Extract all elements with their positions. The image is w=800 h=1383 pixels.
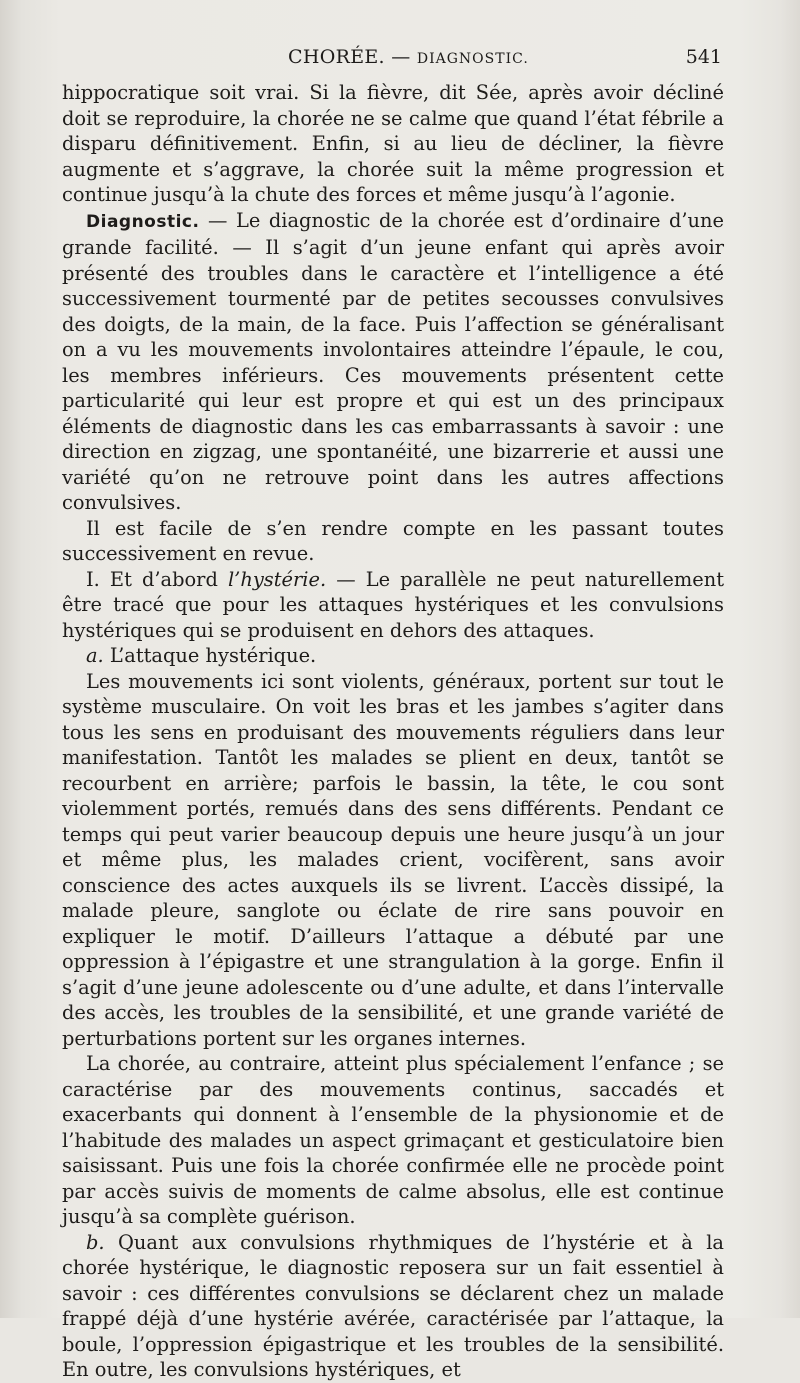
running-head-title: CHORÉE. — [288, 46, 385, 68]
paragraph-lead: I. Et d’abord — [86, 567, 228, 591]
paragraph-text: L’attaque hystérique. — [103, 644, 317, 667]
paragraph-review — [62, 516, 724, 567]
running-head-separator: — — [391, 46, 411, 68]
paragraph-chorea — [62, 1051, 724, 1230]
paragraph-subheading-a — [62, 643, 724, 669]
paragraph-attack — [62, 669, 724, 1052]
paragraph-text: Les mouvements ici sont violents, généraux, portent sur tout le système musculaire. On voit les bras et les jambes s’agiter dans tous les sens en produisant des mouvements réguliers dans leur manifestation. Tantôt les malades se plient en deux, tantôt se recourbent en arrière; parfois le bassin, la tête, le cou sont violemment portés, remués dans des sens différents. Pendant ce temps qui peut varier beaucoup depuis une heure jusqu’à un jour et même plus, les malades crient, vocifèrent, sans avoir conscience des actes auxquels ils se livrent. L’accès dissipé, la malade pleure, sanglote ou éclate de rire sans pouvoir en expliquer le motif. D’ailleurs l’attaque a débuté par une oppression à l’épigastre et une strangulation à la gorge. Enfin il s’agit d’une jeune adolescente ou d’une adulte, et dans l’intervalle des accès, les troubles de la sensibilité, et une grande variété de perturbations portent sur les organes internes. — [62, 669, 724, 1050]
paragraph-text: — Le parallèle ne peut naturellement être tracé que pour les attaques hystériques et les convulsions hystériques qui se produisent en dehors des attaques. — [62, 567, 725, 642]
running-head-section: DIAGNOSTIC. — [416, 51, 529, 67]
page-number: 541 — [685, 46, 722, 68]
section-heading: Diagnostic. — [86, 211, 200, 232]
paragraph-italic: l’hystérie. — [227, 567, 327, 591]
list-marker: b. — [86, 1230, 105, 1254]
paragraph-subheading-b — [62, 1230, 724, 1383]
paragraph-text: — Le diagnostic de la chorée est d’ordinaire d’une grande facilité. — Il s’agit d’un jeune enfant qui après avoir présenté des troubles dans le caractère et l’intelligence a été successivement tourmenté par de petites secousses convulsives des doigts, de la main, de la face. Puis l’affection se généralisant on a vu les mouvements involontaires atteindre l’épaule, le cou, les membres inférieurs. Ces mouvements présentent cette particularité qui leur est propre et qui est un des principaux éléments de diagnostic dans les cas embarrassants à savoir : une direction en zigzag, une spontanéité, une bizarrerie et aussi une variété qu’on ne retrouve point dans les autres affections convulsives. — [62, 208, 724, 514]
paragraph-continuation — [62, 80, 724, 208]
running-head — [288, 46, 529, 68]
paragraph-text: Il est facile de s’en rendre compte en les passant toutes successivement en revue. — [62, 516, 724, 565]
paragraph-diagnostic — [62, 208, 724, 516]
paragraph-text: La chorée, au contraire, atteint plus spécialement l’enfance ; se caractérise par des mouvements continus, saccadés et exacerbants qui donnent à l’ensemble de la physionomie et de l’habitude des malades un aspect grimaçant et gesticulatoire bien saisissant. Puis une fois la chorée confirmée elle ne procède point par accès suivis de moments de calme absolus, elle est continue jusqu’à sa complète guérison. — [62, 1052, 724, 1228]
paragraph-text: Quant aux convulsions rhythmiques de l’hystérie et à la chorée hystérique, le diagnostic reposera sur un fait essentiel à savoir : ces différentes convulsions se déclarent chez un malade frappé déjà d’une hystérie avérée, caractérisée par l’attaque, la boule, l’oppression épigastrique et les troubles de la sensibilité. En outre, les convulsions hystériques, et — [62, 1230, 724, 1381]
paragraph-hysteria — [62, 567, 724, 644]
body-text — [62, 80, 724, 1383]
list-marker: a. — [86, 644, 104, 667]
page-header — [62, 44, 722, 76]
paragraph-text: hippocratique soit vrai. Si la fièvre, dit Sée, après avoir décliné doit se reproduire, la chorée ne se calme que quand l’état fébrile a disparu définitivement. Enfin, si au lieu de décliner, la fièvre augmente et s’aggrave, la chorée suit la même progression et continue jusqu’à la chute des forces et même jusqu’à l’agonie. — [62, 81, 724, 206]
